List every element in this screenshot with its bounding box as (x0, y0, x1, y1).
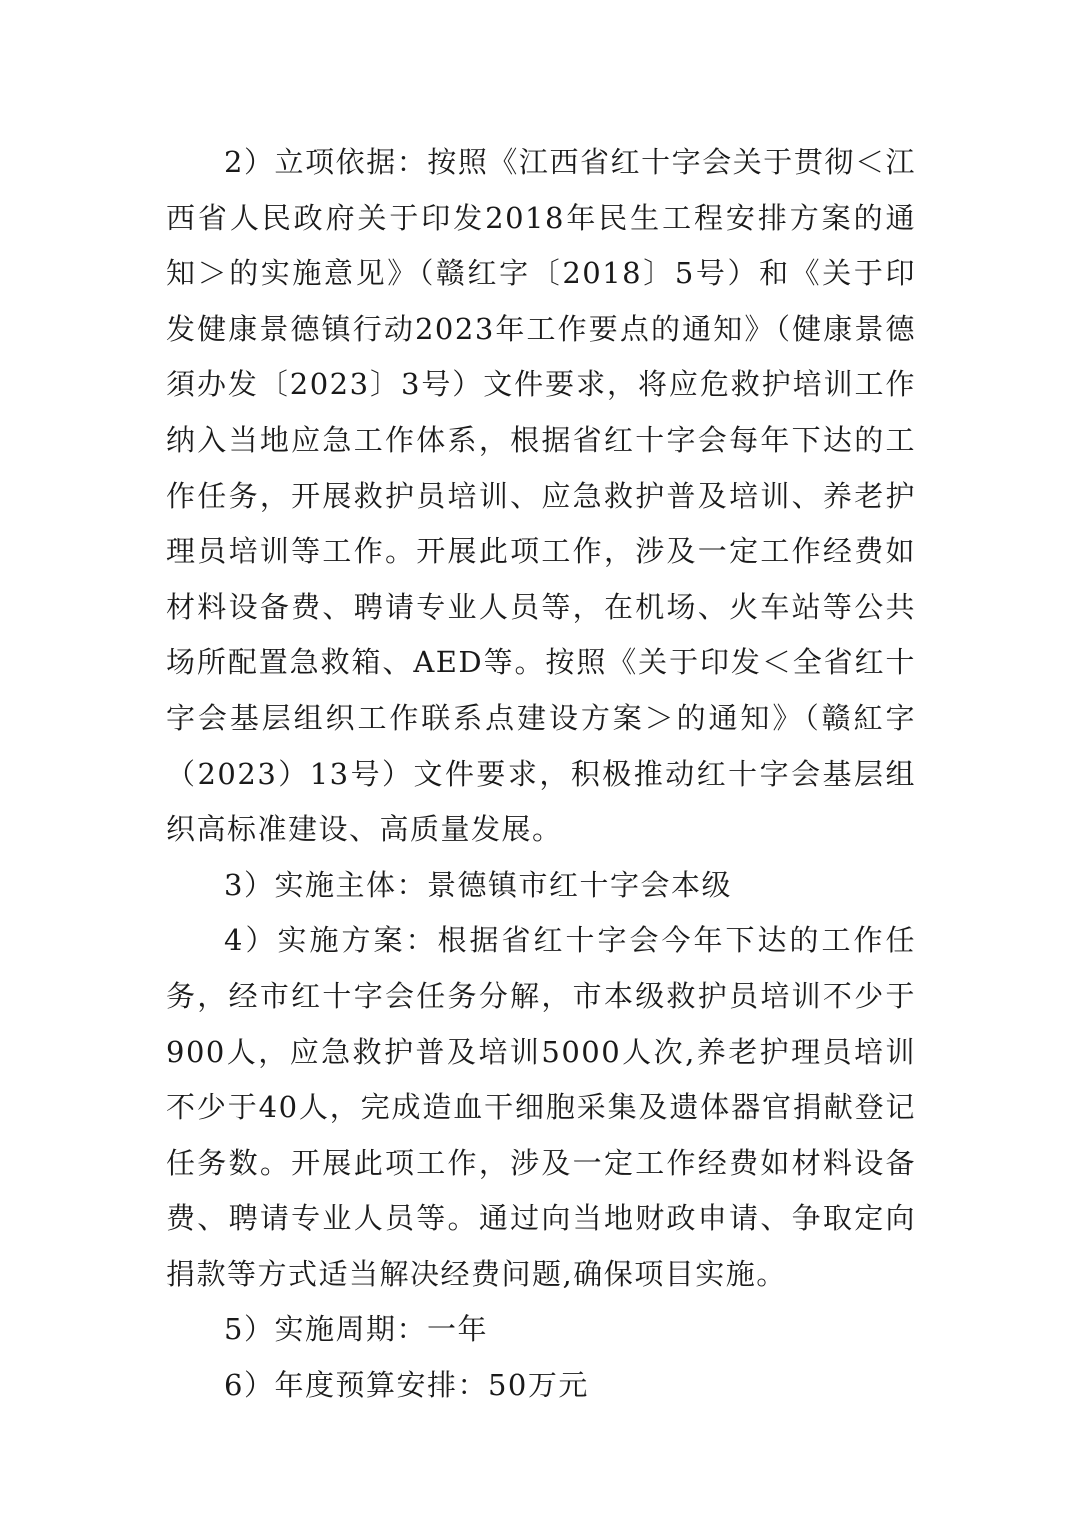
document-body (166, 135, 916, 1414)
paragraph-project-basis: 2）立项依据：按照《江西省红十字会关于贯彻＜江西省人民政府关于印发2018年民生工程安排方案的通知＞的实施意见》（赣红字〔2018〕5号）和《关于印发健康景德镇行动2023年工作要点的通知》（健康景德須办发〔2023〕3号）文件要求，将应危救护培训工作纳入当地应急工作体系，根据省红十字会每年下达的工作任务，开展救护员培训、应急救护普及培训、养老护理员培训等工作。开展此项工作，涉及一定工作经费如材料设备费、聘请专业人员等，在机场、火车站等公共场所配置急救箱、AED等。按照《关于印发＜全省红十字会基层组织工作联系点建设方案＞的通知》（赣紅字（2023）13号）文件要求，积极推动红十字会基层组织高标准建设、高质量发展。 (166, 145, 916, 847)
paragraph-implementation-period: 5）实施周期：一年 (224, 1312, 488, 1347)
paragraph-implementation-plan: 4）实施方案：根据省红十字会今年下达的工作任务，经市红十字会任务分解，市本级救护员培训不少于900人，应急救护普及培训5000人次,养老护理员培训不少于40人，完成造血干细胞采集及遗体器官捐献登记任务数。开展此项工作，涉及一定工作经费如材料设备费、聘请专业人员等。通过向当地财政申请、争取定向捐款等方式适当解决经费问题,确保项目实施。 (166, 923, 916, 1291)
paragraph-annual-budget: 6）年度预算安排：50万元 (224, 1368, 589, 1403)
paragraph-implementer: 3）实施主体：景德镇市红十字会本级 (224, 867, 732, 902)
